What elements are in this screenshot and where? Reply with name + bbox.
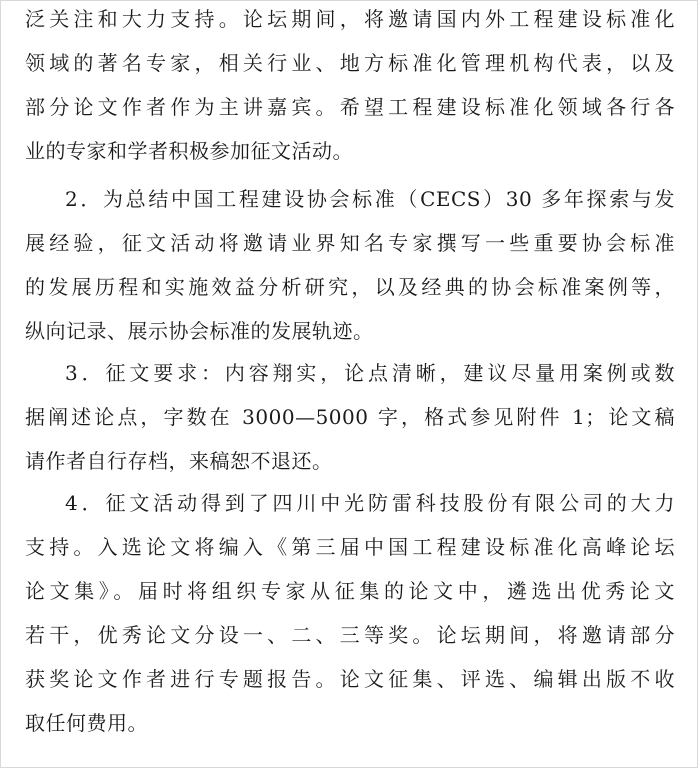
paragraph-1-line-2: 领域的著名专家，相关行业、地方标准化管理机构代表，以及 — [25, 51, 675, 75]
paragraph-4-line-2: 支持。入选论文将编入《第三届中国工程建设标准化高峰论坛 — [25, 535, 675, 559]
paragraph-2-line-2: 展经验，征文活动将邀请业界知名专家撰写一些重要协会标准 — [25, 231, 675, 255]
paragraph-2-line-1: 2．为总结中国工程建设协会标准（CECS）30 多年探索与发 — [65, 187, 675, 211]
paragraph-2-line-3: 的发展历程和实施效益分析研究，以及经典的协会标准案例等， — [25, 275, 675, 299]
paragraph-1-line-3: 部分论文作者作为主讲嘉宾。希望工程建设标准化领域各行各 — [25, 95, 675, 119]
paragraph-4-line-1: 4．征文活动得到了四川中光防雷科技股份有限公司的大力 — [65, 491, 675, 515]
paragraph-1-line-1: 泛关注和大力支持。论坛期间，将邀请国内外工程建设标准化 — [25, 7, 675, 31]
paragraph-3-line-3: 请作者自行存档，来稿恕不退还。 — [25, 449, 333, 473]
paragraph-4-line-3: 论文集》。届时将组织专家从征集的论文中，遴选出优秀论文 — [25, 579, 675, 603]
paragraph-3-line-2: 据阐述论点，字数在 3000—5000 字，格式参见附件 1；论文稿 — [25, 405, 675, 429]
paragraph-3-line-1: 3．征文要求：内容翔实，论点清晰，建议尽量用案例或数 — [65, 361, 675, 385]
paragraph-2-line-4: 纵向记录、展示协会标准的发展轨迹。 — [25, 319, 374, 343]
paragraph-4-line-6: 取任何费用。 — [25, 711, 148, 735]
paragraph-1-line-4: 业的专家和学者积极参加征文活动。 — [25, 139, 353, 163]
paragraph-4-line-5: 获奖论文作者进行专题报告。论文征集、评选、编辑出版不收 — [25, 667, 675, 691]
paragraph-4-line-4: 若干，优秀论文分设一、二、三等奖。论坛期间，将邀请部分 — [25, 623, 675, 647]
